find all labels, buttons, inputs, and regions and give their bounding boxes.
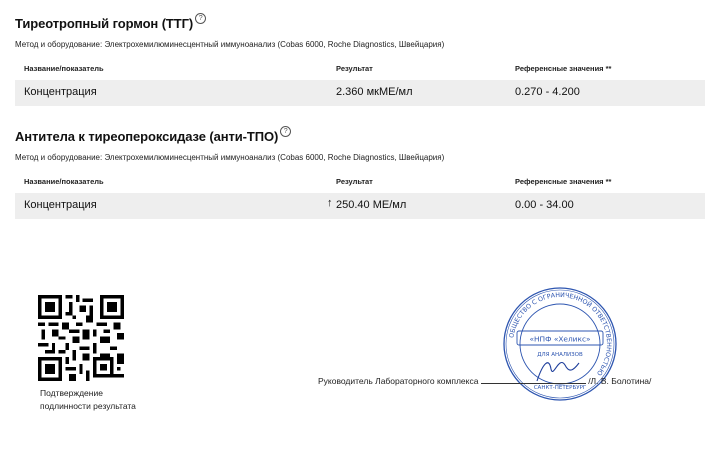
help-icon[interactable]: ? — [195, 13, 206, 24]
row-name: Концентрация — [24, 199, 97, 211]
col-name-header: Название/показатель — [24, 64, 104, 73]
row-name: Концентрация — [24, 86, 97, 98]
qr-caption-line1: Подтверждение — [40, 388, 103, 398]
row-result: 2.360 мкМЕ/мл — [336, 86, 413, 98]
col-result-header: Результат — [336, 64, 373, 73]
col-reference-header: Референсные значения ** — [515, 64, 612, 73]
signature-blank — [481, 375, 586, 384]
signature-name: /Л. В. Болотина/ — [588, 376, 652, 386]
signature-line — [318, 375, 651, 386]
row-reference: 0.270 - 4.200 — [515, 86, 580, 98]
tsh-table-header — [15, 64, 705, 76]
row-reference: 0.00 - 34.00 — [515, 199, 574, 211]
col-result-header: Результат — [336, 177, 373, 186]
help-icon[interactable]: ? — [280, 126, 291, 137]
anti-tpo-title: Антитела к тиреопероксидазе (анти-ТПО) — [15, 129, 279, 144]
qr-caption-line2: подлинности результата — [40, 401, 136, 411]
svg-text:«НПФ «Хеликс»: «НПФ «Хеликс» — [529, 334, 591, 344]
tsh-title: Тиреотропный гормон (ТТГ) — [15, 16, 194, 31]
arrow-up-icon: ↑ — [327, 197, 333, 209]
col-name-header: Название/показатель — [24, 177, 104, 186]
qr-code-icon[interactable] — [38, 295, 124, 381]
anti-tpo-title-row — [15, 129, 705, 144]
anti-tpo-section — [15, 129, 705, 219]
table-row — [15, 193, 705, 219]
table-row — [15, 80, 705, 106]
svg-text:ДЛЯ АНАЛИЗОВ: ДЛЯ АНАЛИЗОВ — [537, 352, 583, 358]
svg-text:САНКТ-ПЕТЕРБУРГ: САНКТ-ПЕТЕРБУРГ — [533, 385, 587, 391]
qr-caption — [40, 387, 160, 413]
row-result: 250.40 МЕ/мл — [336, 199, 407, 211]
tsh-title-row — [15, 16, 705, 31]
signature-label: Руководитель Лабораторного комплекса — [318, 376, 479, 386]
col-reference-header: Референсные значения ** — [515, 177, 612, 186]
anti-tpo-method: Метод и оборудование: Электрохемилюминесцентный иммуноанализ (Cobas 6000, Roche Diagnostics, Швейцария) — [15, 153, 445, 162]
svg-text:ОБЩЕСТВО С ОГРАНИЧЕННОЙ ОТВЕТС: ОБЩЕСТВО С ОГРАНИЧЕННОЙ ОТВЕТСТВЕННОСТЬЮ — [508, 291, 613, 377]
tsh-method: Метод и оборудование: Электрохемилюминесцентный иммуноанализ (Cobas 6000, Roche Diagnostics, Швейцария) — [15, 40, 445, 49]
tsh-section — [15, 16, 705, 106]
anti-tpo-table-header — [15, 177, 705, 189]
